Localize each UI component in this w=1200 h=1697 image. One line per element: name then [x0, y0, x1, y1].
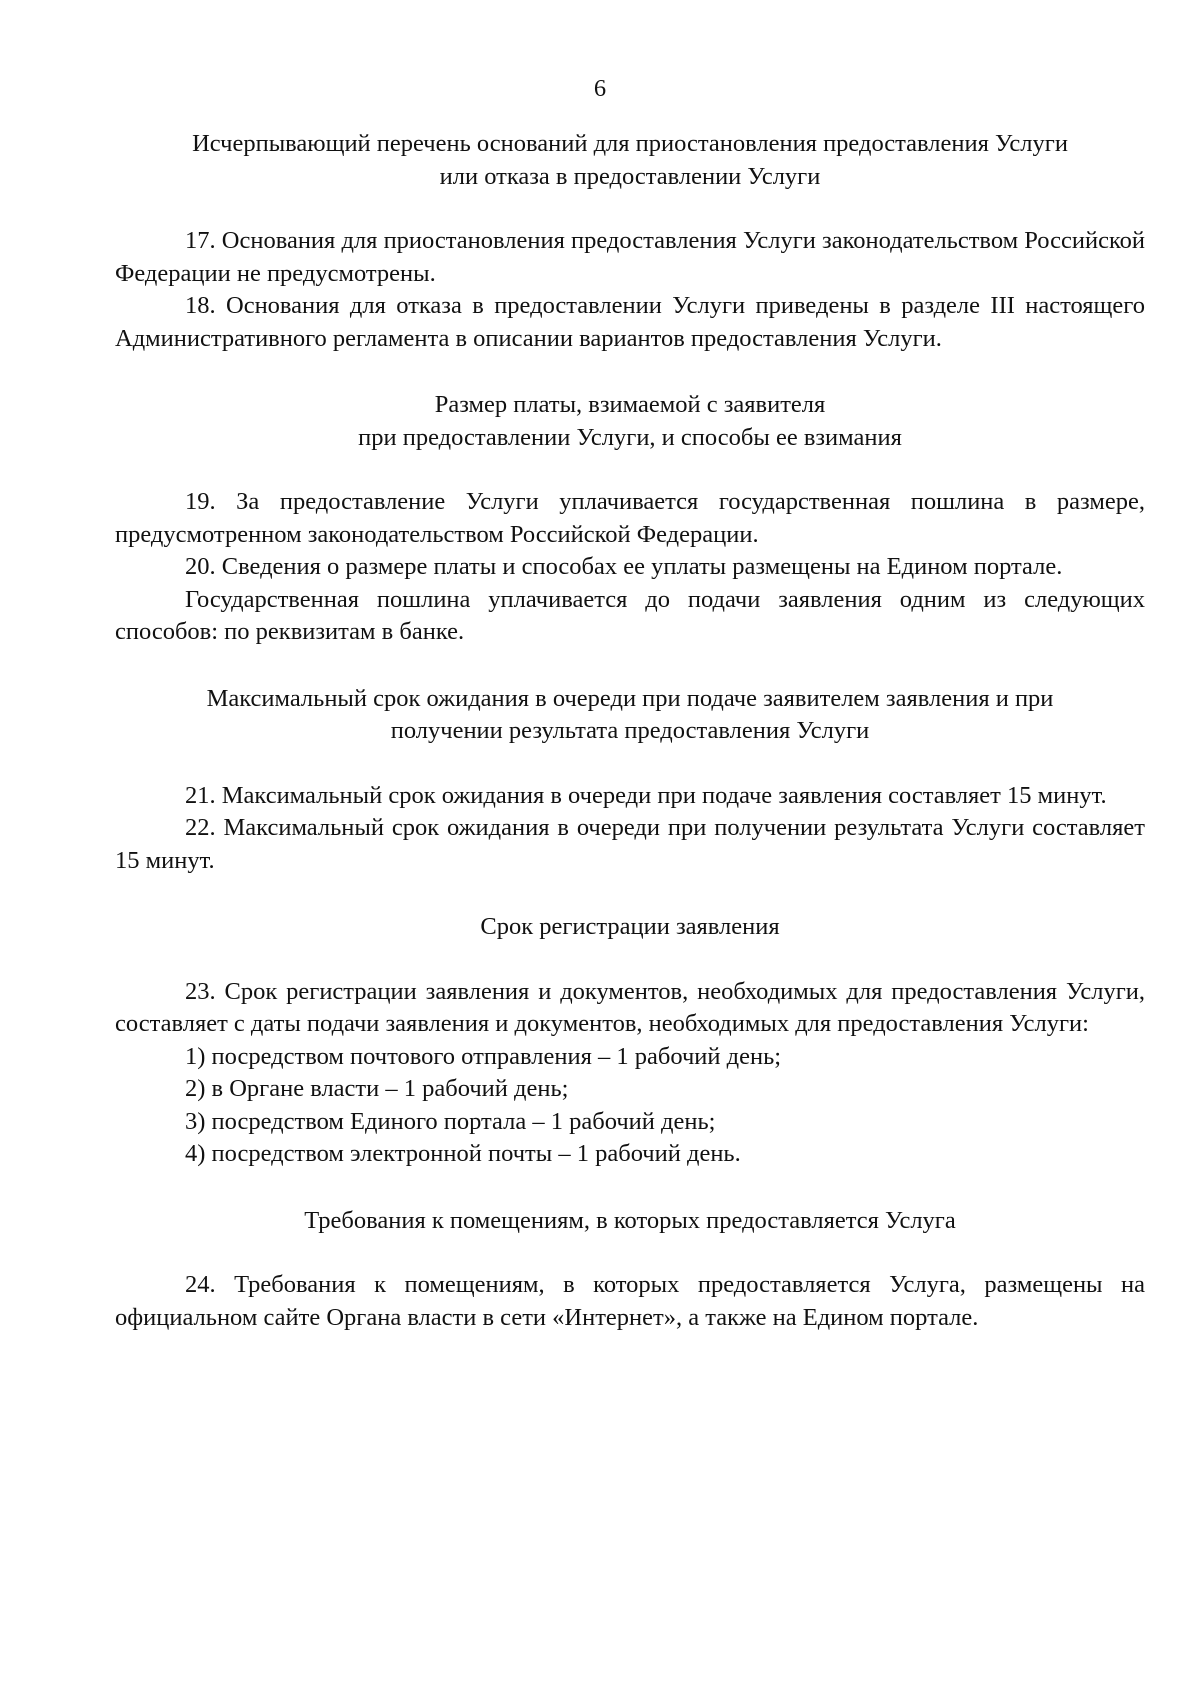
heading-line: получении результата предоставления Услуги	[390, 717, 870, 744]
paragraph-state-duty: Государственная пошлина уплачивается до подачи заявления одним из следующих способов: по реквизитам в банке.	[115, 585, 1145, 645]
heading-line: Требования к помещениям, в которых предоставляется Услуга	[304, 1206, 956, 1234]
spacer	[115, 1237, 1145, 1269]
list-item: 4) посредством электронной почты – 1 рабочий день.	[185, 1140, 741, 1167]
paragraph-24: 24. Требования к помещениям, в которых предоставляется Услуга, размещены на официальном сайте Органа власти в сети «Интернет», а также на Едином портале.	[115, 1271, 1145, 1331]
spacer	[115, 877, 1145, 911]
heading-line: или отказа в предоставлении Услуги	[439, 162, 821, 190]
paragraph-18: 18. Основания для отказа в предоставлении Услуги приведены в разделе III настоящего Административного регламента в описании вариантов предоставления Услуги.	[115, 292, 1145, 352]
list-item: 2) в Органе власти – 1 рабочий день;	[185, 1075, 569, 1102]
document-body	[115, 128, 1145, 1334]
page-number: 6	[593, 75, 607, 102]
spacer	[115, 748, 1145, 780]
paragraph-22: 22. Максимальный срок ожидания в очереди при получении результата Услуги составляет 15 минут.	[115, 814, 1145, 874]
spacer	[115, 649, 1145, 683]
heading-line: при предоставлении Услуги, и способы ее взимания	[358, 423, 902, 451]
list-item: 3) посредством Единого портала – 1 рабочий день;	[185, 1107, 716, 1135]
section-heading-premises	[115, 1205, 1145, 1238]
list-item: 1) посредством почтового отправления – 1 рабочий день;	[185, 1042, 782, 1070]
spacer	[115, 193, 1145, 225]
section-heading-queue-time	[115, 683, 1145, 748]
heading-line: Срок регистрации заявления	[480, 913, 780, 940]
paragraph-20: 20. Сведения о размере платы и способах ее уплаты размещены на Едином портале.	[185, 553, 1063, 580]
spacer	[115, 454, 1145, 486]
section-heading-fee	[115, 389, 1145, 454]
paragraph-23: 23. Срок регистрации заявления и документов, необходимых для предоставления Услуги, составляет с даты подачи заявления и документов, необходимых для предоставления Услуги:	[115, 977, 1145, 1037]
paragraph-21: 21. Максимальный срок ожидания в очереди при подаче заявления составляет 15 минут.	[185, 781, 1107, 809]
spacer	[115, 944, 1145, 976]
section-heading-registration-term	[115, 911, 1145, 944]
section-heading-suspension-refusal	[115, 128, 1145, 193]
heading-line: Максимальный срок ожидания в очереди при подаче заявителем заявления и при	[206, 684, 1054, 712]
heading-line: Исчерпывающий перечень оснований для приостановления предоставления Услуги	[192, 130, 1068, 157]
paragraph-17: 17. Основания для приостановления предоставления Услуги законодательством Российской Федерации не предусмотрены.	[115, 227, 1145, 287]
spacer	[115, 1171, 1145, 1205]
paragraph-19: 19. За предоставление Услуги уплачивается государственная пошлина в размере, предусмотренном законодательством Российской Федерации.	[115, 488, 1145, 548]
spacer	[115, 355, 1145, 389]
heading-line: Размер платы, взимаемой с заявителя	[434, 391, 826, 418]
